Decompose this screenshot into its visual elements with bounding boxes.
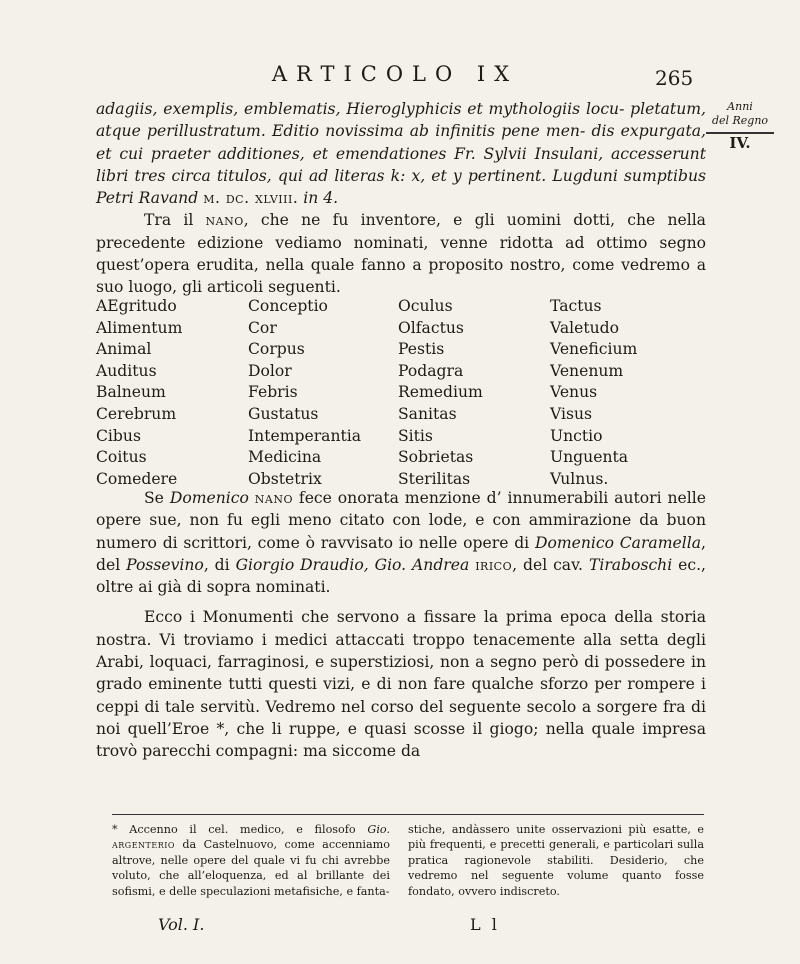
list-item: Balneum <box>96 383 166 402</box>
name-possevino: Possevino <box>126 555 204 574</box>
latin-line: y pertinent. Lugduni sumptibus Petri Ravand <box>96 166 706 208</box>
name-nano: nano <box>254 489 294 507</box>
footnote-text: da Castelnuovo, come accenniamo altrove, nelle opere del quale vi fu chi avrebbe voluto, che all’eloquenza, ed al brillante dei sofismi, e delle speculazioni metafisiche, e fanta- <box>112 838 390 898</box>
volume-label: Vol. I. <box>158 915 205 934</box>
list-item: Coitus <box>96 448 147 467</box>
signature-mark: L l <box>470 915 500 934</box>
list-item: Corpus <box>248 340 305 359</box>
list-item: Alimentum <box>96 318 183 337</box>
name-tiraboschi: Tiraboschi <box>588 555 673 574</box>
name-domenico: Domenico <box>169 489 249 507</box>
text-run: , del cav. <box>512 555 584 574</box>
list-item: Podagra <box>398 361 464 380</box>
margin-note-line2: del Regno <box>711 114 769 127</box>
list-item: Medicina <box>248 448 322 467</box>
articles-list <box>96 296 716 490</box>
list-item: Sitis <box>398 426 433 445</box>
paragraph-citations <box>96 487 706 598</box>
margin-note-line1: Anni <box>727 100 753 113</box>
name-irico: irico <box>475 555 513 574</box>
list-item: Dolor <box>248 361 292 380</box>
paragraph-monumenti: Ecco i Monumenti che servono a fissare la prima epoca della storia nostra. Vi troviamo i medici attaccati troppo tenacemente alla setta degli Arabi, loquaci, farraginosi, e superstiziosi, non a segno però di possedere in grado eminente tutti questi vizi, e di non fare qualche sforzo per rompere i ceppi di tale servitù. Vedremo nel corso del seguente secolo a sorgere fra di noi quell’Eroe *, che li ruppe, e quasi scosse il giogo; nella quale impresa trovò parecchi compagni: ma siccome da <box>96 608 706 761</box>
list-item: Sanitas <box>398 404 457 423</box>
name-draudio: Giorgio Draudio, Gio. Andrea <box>235 555 470 574</box>
list-item: Valetudo <box>550 318 620 337</box>
text-run: Se <box>144 489 164 507</box>
list-item: Tactus <box>550 297 602 315</box>
latin-title-paragraph <box>96 98 706 209</box>
footnote-column-right: stiche, andàssero unite osservazioni più esatte, e più frequenti, e precetti generali, e particolari sulla pratica ragionevole stabiliti. Desiderio, che vedremo nel seguente volume quanto fosse fondato, ovvero indiscreto. <box>408 823 704 898</box>
footnote-column-left <box>112 822 390 899</box>
list-item: Auditus <box>96 361 157 380</box>
list-item: Oculus <box>398 297 453 315</box>
list-item: Sobrietas <box>398 448 474 467</box>
imprint-format: in 4. <box>303 189 339 208</box>
latin-line: dis expurgata, et cui praeter additiones, et emendationes Fr. Sylvii <box>96 122 706 163</box>
name-nano: nano <box>205 211 244 230</box>
footnote-text: * Accenno il cel. medico, e filosofo <box>112 823 356 836</box>
page-header <box>0 62 800 92</box>
text-run: , del <box>96 533 706 574</box>
list-item: Unguenta <box>550 448 629 467</box>
text-run: fece onorata menzione d’ innumerabili autori nelle opere sue, non fu egli meno citato con lode, e con ammirazione da buon numero di scrittori, come ò ravvisato io nelle opere di <box>96 489 706 552</box>
list-item: Pestis <box>398 340 445 359</box>
list-item: Obstetrix <box>248 469 322 488</box>
footnote <box>112 822 704 899</box>
list-item: Visus <box>550 404 593 423</box>
latin-line: Insulani, accesserunt libri tres circa titulos, qui ad literas k: x, et <box>96 144 706 185</box>
page-number: 265 <box>655 66 694 90</box>
body-text-bottom <box>96 487 706 763</box>
margin-note <box>700 100 780 150</box>
list-item: Unctio <box>550 426 603 445</box>
list-item: Venenum <box>550 361 624 380</box>
imprint-date: m. dc. xlviii. <box>203 189 299 208</box>
list-item: Sterilitas <box>398 469 471 488</box>
margin-note-year: IV. <box>729 134 751 152</box>
list-item: Gustatus <box>248 404 319 423</box>
list-item: Remedium <box>398 383 483 402</box>
name-caramella: Domenico Caramella <box>534 533 702 552</box>
list-item: Febris <box>248 383 298 402</box>
name-gio: Gio. <box>367 823 391 836</box>
list-item: Comedere <box>96 469 178 488</box>
latin-line: pletatum, atque perillustratum. Editio novissima ab infinitis pene men- <box>96 100 706 141</box>
list-item: Cerebrum <box>96 404 177 423</box>
text-run: ec., oltre ai già di sopra nominati. <box>96 555 707 597</box>
paragraph-intro <box>96 209 706 298</box>
list-item: Cor <box>248 318 277 337</box>
list-item: Olfactus <box>398 318 464 337</box>
list-item: AEgritudo <box>96 297 177 315</box>
list-item: Vulnus. <box>550 469 609 488</box>
latin-line: adagiis, exemplis, emblematis, Hieroglyphicis et mythologiis locu- <box>96 100 625 118</box>
list-item: Venus <box>550 383 598 402</box>
list-item: Cibus <box>96 426 141 445</box>
text-run: Tra il <box>144 211 194 230</box>
running-title: ARTICOLO IX <box>271 62 519 86</box>
list-item: Conceptio <box>248 297 328 315</box>
list-item: Veneficium <box>550 340 638 359</box>
footnote-rule <box>112 814 704 815</box>
text-run: , di <box>203 555 230 574</box>
name-argenterio: argenterio <box>112 838 175 852</box>
body-text-top <box>96 98 706 299</box>
list-item: Animal <box>96 340 152 359</box>
list-item: Intemperantia <box>248 426 362 445</box>
text-run: , che ne fu inventore, e gli uomini dotti, che nella precedente edizione vediamo nominati, venne ridotta ad ottimo segno quest’opera erudita, nella quale fanno a proposito nostro, come vedremo a suo luogo, gli articoli seguenti. <box>96 211 706 297</box>
